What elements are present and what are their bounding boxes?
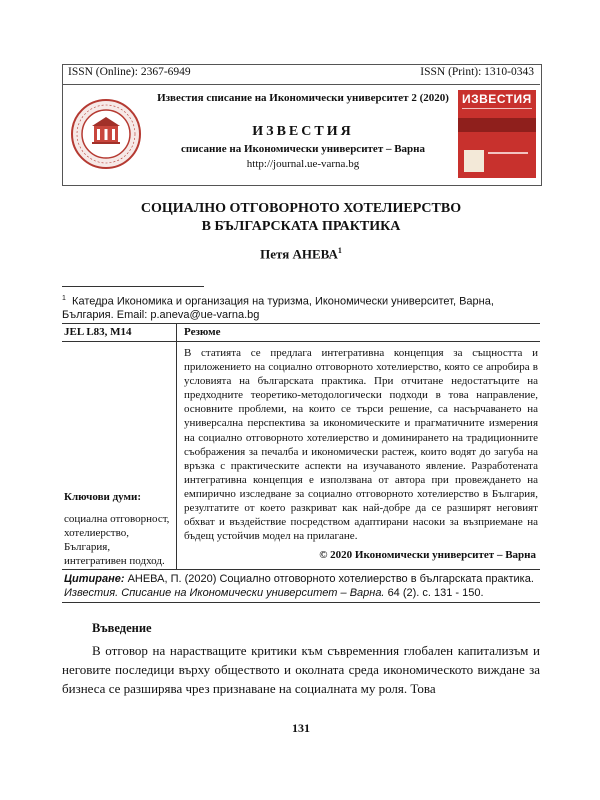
cover-text-lines (488, 152, 528, 154)
journal-url[interactable]: http://journal.ue-varna.bg (246, 158, 360, 170)
cover-band (458, 118, 536, 132)
issn-online: ISSN (Online): 2367-6949 (68, 66, 191, 78)
article-title (62, 200, 540, 236)
cover-title: ИЗВЕСТИЯ (462, 92, 532, 106)
cover-picture (464, 150, 484, 172)
issn-print: ISSN (Print): 1310-0343 (420, 66, 534, 78)
article-title-line-2: В БЪЛГАРСКАТА ПРАКТИКА (201, 219, 401, 234)
footnote (62, 292, 540, 323)
citation-details: 64 (2). с. 131 - 150. (387, 587, 484, 599)
author-footnote-mark: 1 (337, 246, 342, 255)
journal-title: ИЗВЕСТИЯ (252, 124, 354, 139)
footnote-mark: 1 (62, 295, 66, 302)
table-bottom-rule (62, 569, 540, 570)
copyright: © 2020 Икономически университет – Варна (319, 549, 536, 561)
abstract-text: В статията се предлага интегративна концепция за същността и приложението на социално отговорното хотелиерство, която се апробира в условията на българската практика. При отчитане недостатъците на предходните теоретико-методологически подходи в това направление, основните проблеми, на които се търси решение, са насърчаването на универсална перспектива за икономическите и прагматичните измерения на социално отговорното хотелиерство и доминирането на традиционните съображения за печалба и икономически растеж, които водят до загуба на връзка с практическите аспекти на изучаваното явление. Разработената интегративна концепция е използвана от автора при провеждането на емпирично изследване за социално отговорното хотелиерство в България, резултатите от което разкриват как най-добре да се разширят неговият обхват и въздействие посредством адаптирани насоки за възприемане на бъдещ устойчив модел на прилагане. (184, 347, 538, 543)
footnote-text: Катедра Икономика и организация на туризма, Икономически университет, Варна, България. Email: p.aneva@ue-varna.bg (62, 295, 494, 322)
journal-subtitle: списание на Икономически университет – Варна (180, 143, 426, 155)
table-top-rule (62, 323, 540, 324)
keywords-heading: Ключови думи: (64, 491, 142, 503)
section-heading: Въведение (92, 621, 152, 635)
university-seal-logo (70, 98, 142, 170)
abstract-heading: Резюме (184, 326, 221, 338)
journal-cover-image (458, 90, 536, 178)
jel-codes: JEL L83, M14 (64, 326, 132, 338)
author (62, 246, 540, 262)
body-paragraph-text: В отговор на нарастващите критики към съвременния глобален капитализъм и неговите последици върху обществото и околната среда икономическото виждане за бизнеса се разширява чрез признаване на социалната му роля. Това (62, 643, 540, 696)
citation-label: Цитиране: (64, 573, 125, 585)
article-title-line-1: СОЦИАЛНО ОТГОВОРНОТО ХОТЕЛИЕРСТВО (140, 201, 462, 216)
body-paragraph (62, 641, 540, 698)
keywords-text: социална отговорност, хотелиерство, България, интегративен подход. (64, 513, 170, 567)
page-number: 131 (292, 721, 310, 735)
author-name: Петя АНЕВА (260, 246, 338, 262)
citation-rule (62, 602, 540, 603)
citation-journal: Известия. Списание на Икономически университет – Варна. (64, 587, 385, 599)
citation (64, 572, 538, 600)
table-column-divider (176, 323, 177, 569)
footnote-rule (62, 286, 204, 287)
cover-rule (462, 108, 532, 109)
table-header-rule (62, 341, 540, 342)
citation-text: АНЕВА, П. (2020) Социално отговорното хотелиерство в българската практика. (127, 573, 534, 585)
issn-row (62, 64, 540, 85)
journal-line: Известия списание на Икономически университет 2 (2020) (157, 92, 449, 104)
